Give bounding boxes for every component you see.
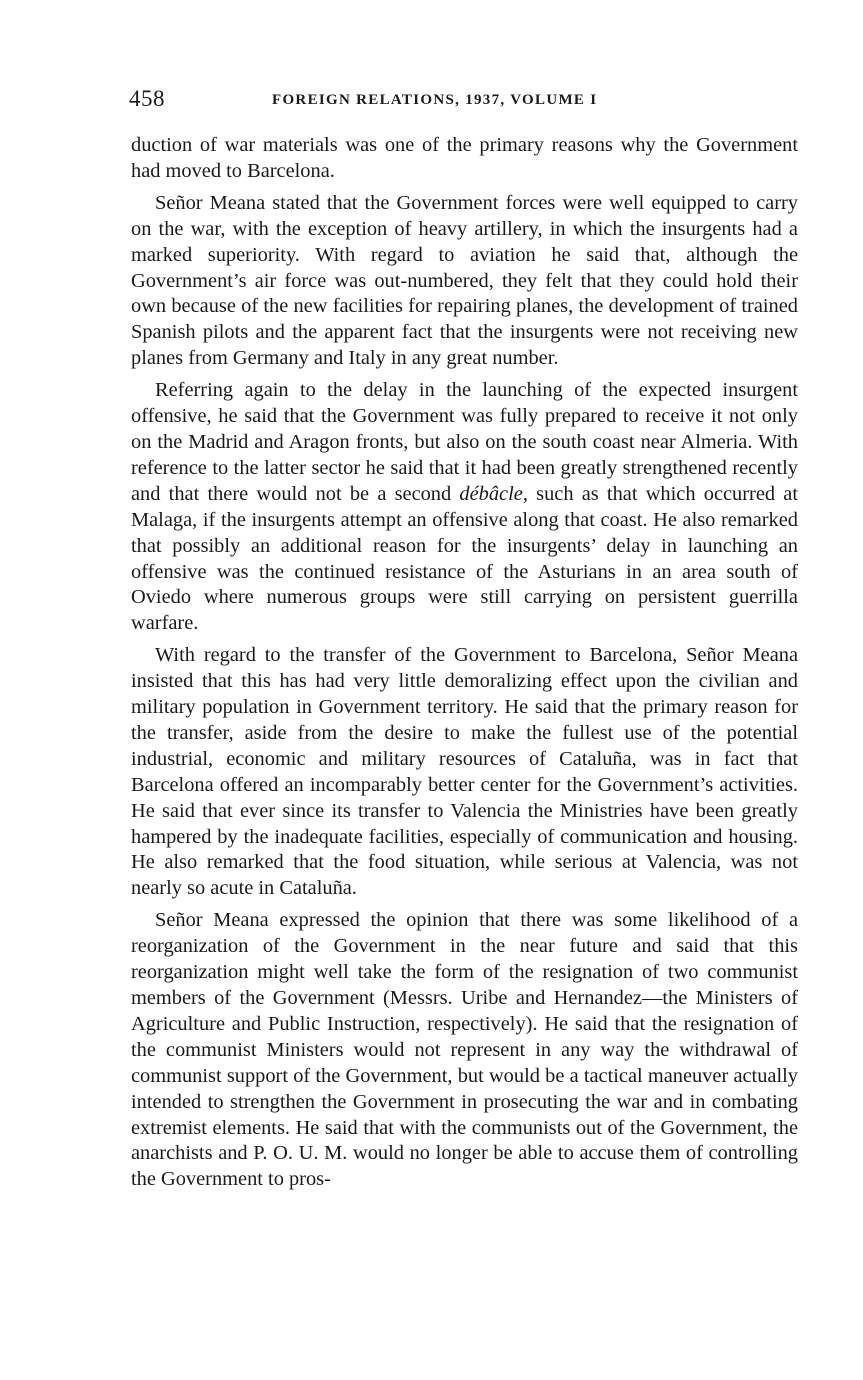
page-header — [129, 86, 804, 120]
page-number: 458 — [129, 86, 165, 111]
paragraph-5: Señor Meana expressed the opinion that there was some likelihood of a reorganization of the Government in the near future and said that this reorganization might well take the form of the resignation of two communist members of the Government (Messrs. Uribe and Hernandez—the Ministers of Agriculture and Public Instruction, respectively). He said that the resignation of the communist Ministers would not represent in any way the withdrawal of communist support of the Government, but would be a tactical maneuver actually intended to strengthen the Government in prosecuting the war and in combating extremist elements. He said that with the communists out of the Government, the anarchists and P. O. U. M. would no longer be able to accuse them of controlling the Government to pros- — [131, 909, 798, 1191]
running-head: FOREIGN RELATIONS, 1937, VOLUME I — [272, 92, 598, 108]
paragraph-2: Señor Meana stated that the Government forces were well equipped to carry on the war, with the exception of heavy artillery, in which the insurgents had a marked superiority. With regard to aviation he said that, although the Government’s air force was out-numbered, they felt that they could hold their own because of the new facilities for repairing planes, the development of trained Spanish pilots and the apparent fact that the insurgents were not receiving new planes from Germany and Italy in any great number. — [131, 191, 798, 370]
body-text — [131, 133, 798, 1199]
paragraph-3-after: , such as that which occurred at Malaga, if the insurgents attempt an offensive along that coast. He also remarked that possibly an additional reason for the insurgents’ delay in launching an offensive was the continued resistance of the Asturians in an area south of Oviedo where numerous groups were still carrying on persistent guerrilla warfare. — [131, 482, 798, 635]
paragraph-4: With regard to the transfer of the Government to Barcelona, Señor Meana insisted that this has had very little demoralizing effect upon the civilian and military population in Government territory. He said that the primary reason for the transfer, aside from the desire to make the fullest use of the potential industrial, economic and military resources of Cataluña, was in fact that Barcelona offered an incomparably better center for the Government’s activities. He said that ever since its transfer to Valencia the Ministries have been greatly hampered by the inadequate facilities, especially of communication and housing. He also remarked that the food situation, while serious at Valencia, was not nearly so acute in Cataluña. — [131, 644, 798, 900]
paragraph-3 — [131, 378, 798, 637]
paragraph-1: duction of war materials was one of the primary reasons why the Government had moved to Barcelona. — [131, 134, 798, 182]
paragraph-3-before: Referring again to the delay in the launching of the expected insurgent offensive, he said that the Government was fully prepared to receive it not only on the Madrid and Aragon fronts, but also on the south coast near Almeria. With reference to the latter sector he said that it had been greatly strengthened recently and that there would not be a second — [131, 379, 798, 505]
italic-debacle: débâcle — [459, 482, 523, 505]
